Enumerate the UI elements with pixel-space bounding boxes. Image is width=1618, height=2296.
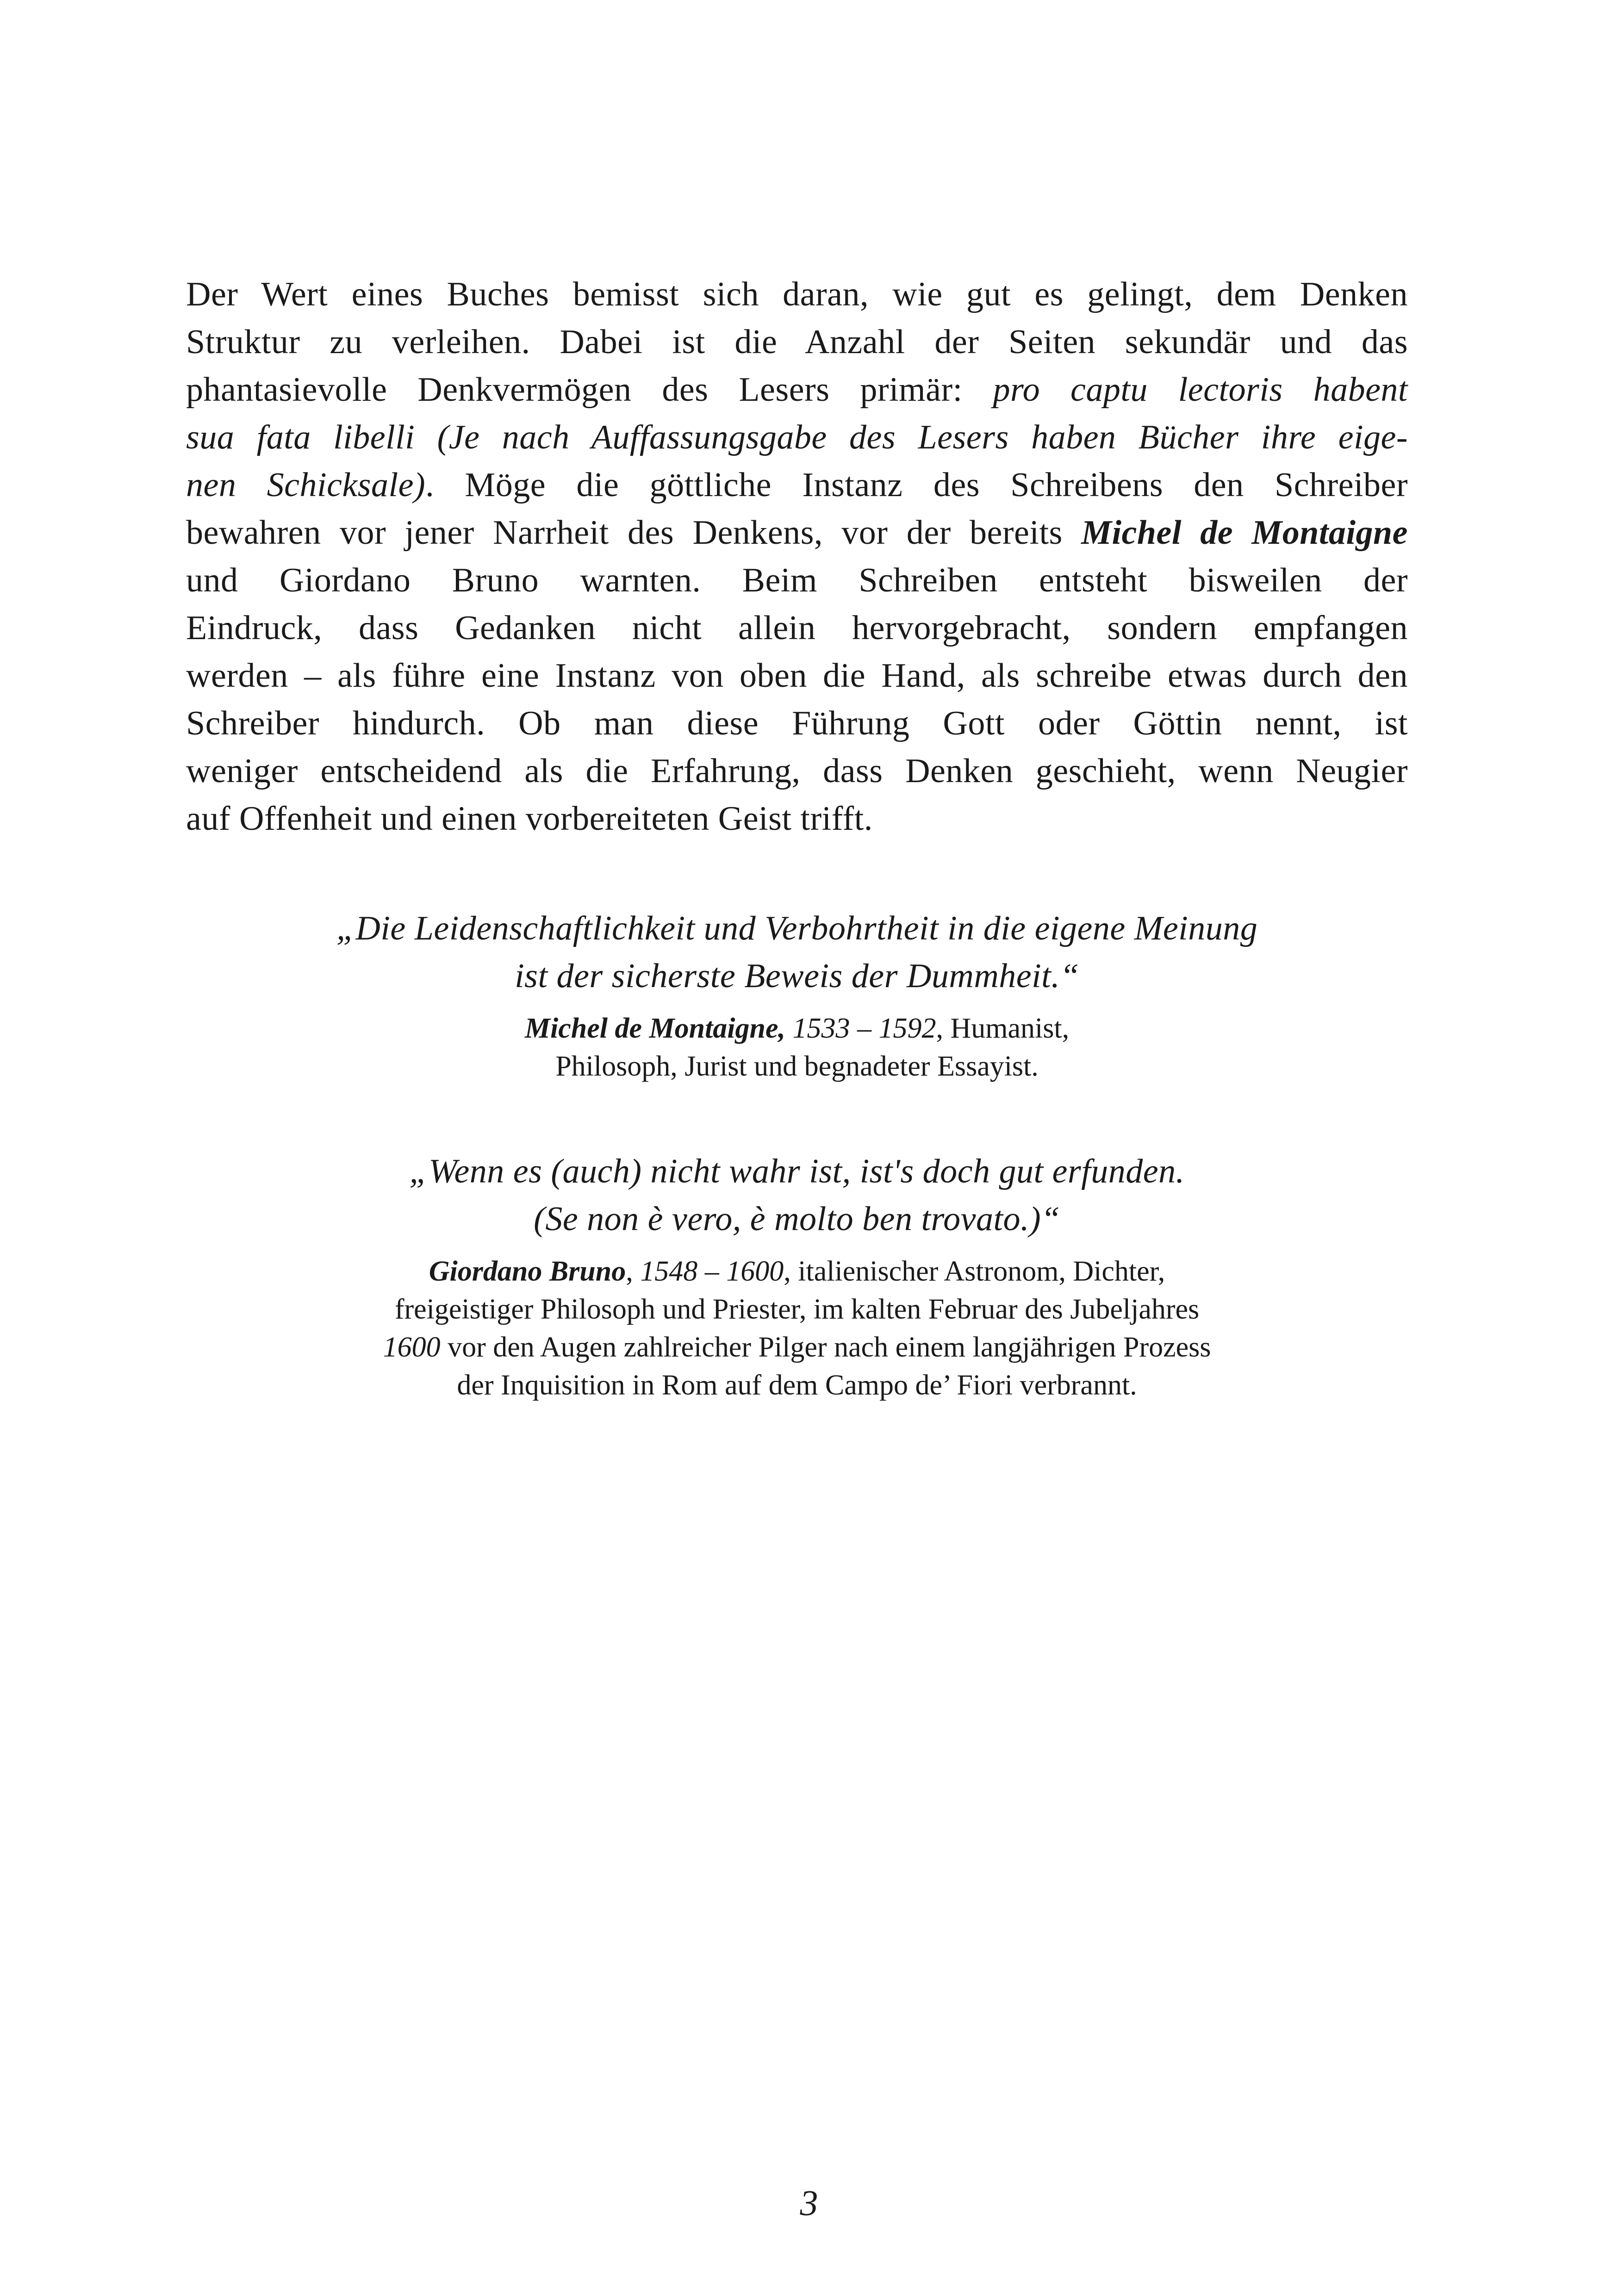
quote-bruno (186, 1148, 1408, 1404)
body-text-run: bewahren vor jener Narrheit des Denkens, vor der bereits (186, 514, 1082, 552)
attribution-line (186, 1009, 1408, 1047)
attribution-separator: , (626, 1256, 641, 1287)
body-line (186, 509, 1408, 557)
attribution-years: 1533 – 1592 (792, 1013, 936, 1044)
attribution-text: , Humanist, (936, 1013, 1070, 1044)
body-line: auf Offenheit und einen vorbereiteten Geist trifft. (186, 800, 873, 838)
attribution-author: Giordano Bruno (429, 1256, 626, 1287)
author-name-highlight: Michel de Montaigne (1081, 514, 1408, 552)
body-paragraph (186, 271, 1408, 843)
attribution-line (186, 1328, 1408, 1366)
body-line: Eindruck, dass Gedanken nicht allein hervorgebracht, sondern empfangen (186, 609, 1408, 647)
body-line: Schreiber hindurch. Ob man diese Führung Gott oder Göttin nennt, ist (186, 704, 1408, 742)
attribution-year: 1600 (383, 1332, 441, 1363)
body-line: Der Wert eines Buches bemisst sich daran, wie gut es gelingt, dem Denken (186, 275, 1408, 313)
quote-text (186, 905, 1408, 1000)
quote-text (186, 1148, 1408, 1243)
quote-line: ist der sicherste Beweis der Dummheit.“ (515, 957, 1079, 995)
latin-translation: nen Schicksale) (186, 466, 426, 504)
body-text-run: phantasievolle Denkvermögen des Lesers primär: (186, 371, 993, 409)
page-number: 3 (800, 2183, 818, 2223)
attribution-line: der Inquisition in Rom auf dem Campo de’ Fiori verbrannt. (457, 1369, 1137, 1401)
quote-attribution (186, 1252, 1408, 1404)
attribution-text: , italienischer Astronom, Dichter, (784, 1256, 1165, 1287)
quote-line: (Se non è vero, è molto ben trovato.)“ (534, 1200, 1060, 1238)
body-line: weniger entscheidend als die Erfahrung, dass Denken geschieht, wenn Neugier (186, 752, 1408, 790)
quote-montaigne (186, 905, 1408, 1085)
quote-line: „Wenn es (auch) nicht wahr ist, ist's doch gut erfunden. (409, 1152, 1185, 1190)
attribution-line (186, 1252, 1408, 1290)
body-line (186, 461, 1408, 509)
attribution-author: Michel de Montaigne, (524, 1013, 786, 1044)
attribution-line: Philosoph, Jurist und begnadeter Essayist. (555, 1051, 1039, 1082)
body-line: Struktur zu verleihen. Dabei ist die Anzahl der Seiten sekundär und das (186, 323, 1408, 361)
body-line: und Giordano Bruno warnten. Beim Schreiben entsteht bisweilen der (186, 561, 1408, 599)
body-line (186, 366, 1408, 414)
latin-phrase: pro captu lectoris habent (993, 371, 1408, 409)
body-text-run: . Möge die göttliche Instanz des Schreibens den Schreiber (425, 466, 1408, 504)
attribution-line: freigeistiger Philosoph und Priester, im kalten Februar des Jubeljahres (394, 1294, 1200, 1325)
quote-line: „Die Leidenschaftlichkeit und Verbohrtheit in die eigene Meinung (336, 909, 1258, 947)
attribution-years: 1548 – 1600 (640, 1256, 784, 1287)
attribution-text: vor den Augen zahlreicher Pilger nach einem langjährigen Prozess (440, 1332, 1211, 1363)
body-line: werden – als führe eine Instanz von oben die Hand, als schreibe etwas durch den (186, 657, 1408, 695)
body-line: sua fata libelli (Je nach Auffassungsgabe des Lesers haben Bücher ihre eige- (186, 418, 1408, 456)
quote-attribution (186, 1009, 1408, 1085)
